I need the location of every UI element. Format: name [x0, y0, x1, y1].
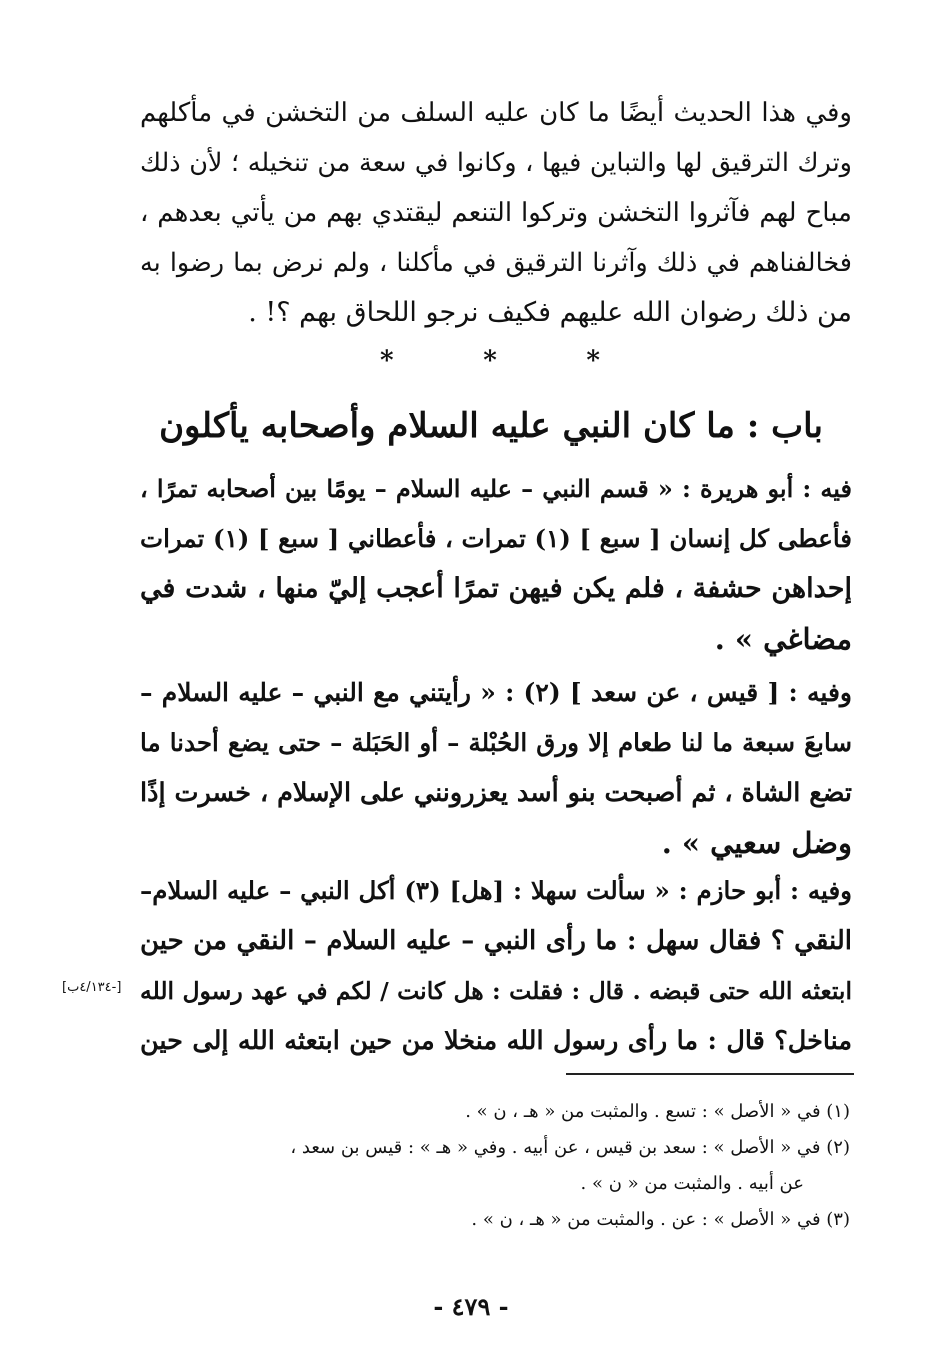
para3-line: ابتعثه الله حتى قبضه . قال : فقلت : هل كانت / لكم في عهد رسول الله: [140, 977, 852, 1005]
intro-paragraph: [140, 88, 852, 338]
para2-line: تضع الشاة ، ثم أصبحت بنو أسد يعزرونني على الإسلام ، خسرت إذًا: [140, 778, 852, 808]
footnotes: [150, 1094, 850, 1238]
para2-line: وفيه : [ قيس ، عن سعد ] (٢) : « رأيتني مع النبي – عليه السلام –: [140, 678, 852, 707]
para1-line: فأعطى كل إنسان [ سبع ] (١) تمرات ، فأعطاني [ سبع ] (١) تمرات: [140, 524, 852, 553]
separator-star: *: [380, 346, 394, 376]
footnote-divider: [566, 1073, 854, 1075]
intro-line: وفي هذا الحديث أيضًا ما كان عليه السلف من التخشن في مأكلهم: [140, 98, 852, 128]
para1-line: مضاغي » .: [714, 622, 852, 656]
para2-line: وضل سعيي » .: [661, 826, 852, 860]
intro-line: وترك الترقيق لها والتباين فيها ، وكانوا في سعة من تنخيله ؛ لأن ذلك: [140, 148, 852, 178]
hadith-abu-hazim: [140, 866, 852, 1066]
intro-line: من ذلك رضوان الله عليهم فكيف نرجو اللحاق بهم ؟! .: [248, 297, 852, 328]
hadith-abu-hurayra: [140, 464, 852, 664]
intro-line: فخالفناهم في ذلك وآثرنا الترقيق في مأكلنا ، ولم نرض بما رضوا به: [140, 248, 852, 278]
para3-line: مناخل؟ قال : ما رأى رسول الله منخلا من حين ابتعثه الله إلى حين: [140, 1026, 852, 1056]
para1-line: إحداهن حشفة ، فلم يكن فيهن تمرًا أعجب إليّ منها ، شدت في: [140, 573, 852, 604]
footnote-1: (١) في « الأصل » : تسع . والمثبت من « هـ ، ن » .: [465, 1101, 850, 1122]
manuscript-margin-reference: [٤/١٣٤ب-]: [62, 980, 122, 995]
intro-line: مباح لهم فآثروا التخشن وتركوا التنعم ليقتدي بهم من يأتي بعدهم ،: [140, 198, 852, 228]
chapter-title: باب : ما كان النبي عليه السلام وأصحابه يأكلون: [159, 406, 823, 446]
para1-line: فيه : أبو هريرة : « قسم النبي – عليه السلام – يومًا بين أصحابه تمرًا ،: [140, 474, 852, 503]
para3-line: النقي ؟ فقال سهل : ما رأى النبي – عليه السلام – النقي من حين: [140, 926, 852, 956]
separator-star: *: [586, 346, 600, 376]
hadith-qays-saad: [140, 668, 852, 868]
footnote-2: (٢) في « الأصل » : سعد بن قيس ، عن أبيه . وفي « هـ » : قيس بن سعد ،: [290, 1137, 850, 1158]
footnote-3: (٣) في « الأصل » : عن . والمثبت من « هـ ، ن » .: [471, 1209, 850, 1230]
section-separator: [380, 346, 600, 376]
separator-star: *: [483, 346, 497, 376]
footnote-2-continuation: عن أبيه . والمثبت من « ن » .: [580, 1173, 804, 1194]
para2-line: سابعَ سبعة ما لنا طعام إلا ورق الحُبْلة – أو الحَبَلة – حتى يضع أحدنا ما: [140, 728, 852, 757]
page-number: - ٤٧٩ -: [433, 1292, 509, 1321]
para3-line: وفيه : أبو حازم : « سألت سهلا : [هل] (٣) أكل النبي – عليه السلام–: [140, 876, 852, 905]
